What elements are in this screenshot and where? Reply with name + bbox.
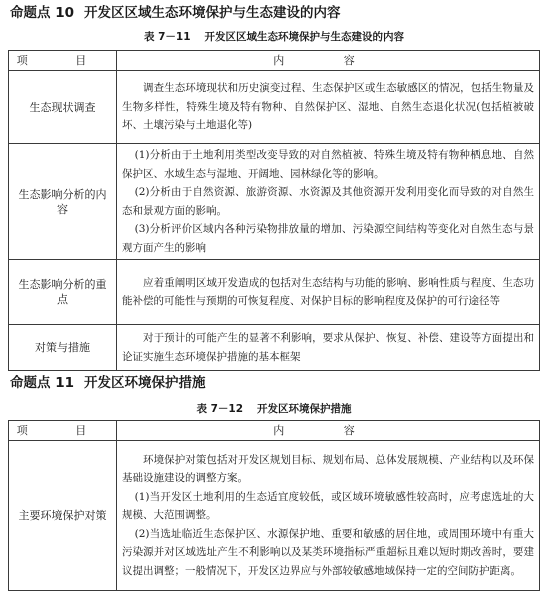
header-content-label: 内 容	[273, 54, 383, 67]
content-table-7-11	[8, 50, 540, 371]
content-paragraph: (3)分析评价区域内各种污染物排放量的增加、污染源空间结构等变化对自然生态与景观方面产生的影响	[122, 223, 534, 254]
row-item-label: 生态影响分析的重点	[9, 260, 117, 325]
row-item-label: 主要环境保护对策	[9, 441, 117, 591]
section-heading-11	[10, 374, 206, 392]
row-content	[117, 441, 540, 591]
header-content-label: 内 容	[273, 424, 383, 437]
table-row	[9, 325, 540, 371]
section-number: 命题点 10	[10, 5, 74, 21]
content-paragraph: 调查生态环境现状和历史演变过程、生态保护区或生态敏感区的情况，包括生物量及生物多样性，特殊生境及特有物种、自然保护区、湿地、自然生态退化状况(包括植被破坏、土壤污染与土地退化等)	[122, 82, 534, 132]
header-item-label: 项 目	[16, 424, 109, 437]
header-item-label: 项 目	[16, 54, 109, 67]
row-content	[117, 260, 540, 325]
table-title: 开发区区域生态环境保护与生态建设的内容	[204, 31, 405, 43]
table-number: 表 7－11	[143, 31, 191, 43]
row-item-label: 生态影响分析的内容	[9, 144, 117, 260]
content-paragraph: (2)分析由于自然资源、旅游资源、水资源及其他资源开发利用变化而导致的对自然生态和景观方面的影响。	[122, 186, 534, 217]
table-row	[9, 144, 540, 260]
row-item-label: 生态现状调查	[9, 71, 117, 144]
table-title: 开发区环境保护措施	[257, 403, 352, 415]
table-number: 表 7－12	[196, 403, 244, 415]
row-item-label: 对策与措施	[9, 325, 117, 371]
content-table-7-12	[8, 420, 540, 591]
header-content	[117, 421, 540, 441]
header-item	[9, 421, 117, 441]
section-heading-10	[10, 4, 341, 22]
table-row	[9, 260, 540, 325]
table-row	[9, 441, 540, 591]
content-paragraph: 环境保护对策包括对开发区规划目标、规划布局、总体发展规模、产业结构以及环保基础设施建设的调整方案。	[122, 453, 534, 485]
row-content	[117, 325, 540, 371]
section-title: 开发区区域生态环境保护与生态建设的内容	[84, 5, 341, 21]
row-content	[117, 144, 540, 260]
header-item	[9, 51, 117, 71]
content-paragraph: (1)当开发区土地利用的生态适宜度较低，或区域环境敏感性较高时，应考虑选址的大规模、大范围调整。	[122, 490, 534, 522]
header-content	[117, 51, 540, 71]
table-caption-7-12	[0, 402, 548, 416]
content-paragraph: (1)分析由于土地利用类型改变导致的对自然植被、特殊生境及特有物种栖息地、自然保护区、水域生态与湿地、开阔地、园林绿化等的影响。	[122, 149, 534, 180]
row-content	[117, 71, 540, 144]
table-caption-7-11	[0, 30, 548, 44]
content-paragraph: 对于预计的可能产生的显著不利影响，要求从保护、恢复、补偿、建设等方面提出和论证实施生态环境保护措施的基本框架	[122, 332, 534, 363]
table-row	[9, 71, 540, 144]
content-paragraph: 应着重阐明区域开发造成的包括对生态结构与功能的影响、影响性质与程度、生态功能补偿的可能性与预期的可恢复程度、对保护目标的影响程度及保护的可行途径等	[122, 276, 534, 307]
table-header-row	[9, 51, 540, 71]
table-header-row	[9, 421, 540, 441]
section-title: 开发区环境保护措施	[84, 375, 206, 391]
section-number: 命题点 11	[10, 375, 74, 391]
content-paragraph: (2)当选址临近生态保护区、水源保护地、重要和敏感的居住地，或周围环境中有重大污染源并对区域选址产生不利影响以及某类环境指标严重超标且难以短时期改善时，要建议提出调整；一般情况下，开发区边界应与外部较敏感地域保持一定的空间防护距离。	[122, 527, 534, 577]
